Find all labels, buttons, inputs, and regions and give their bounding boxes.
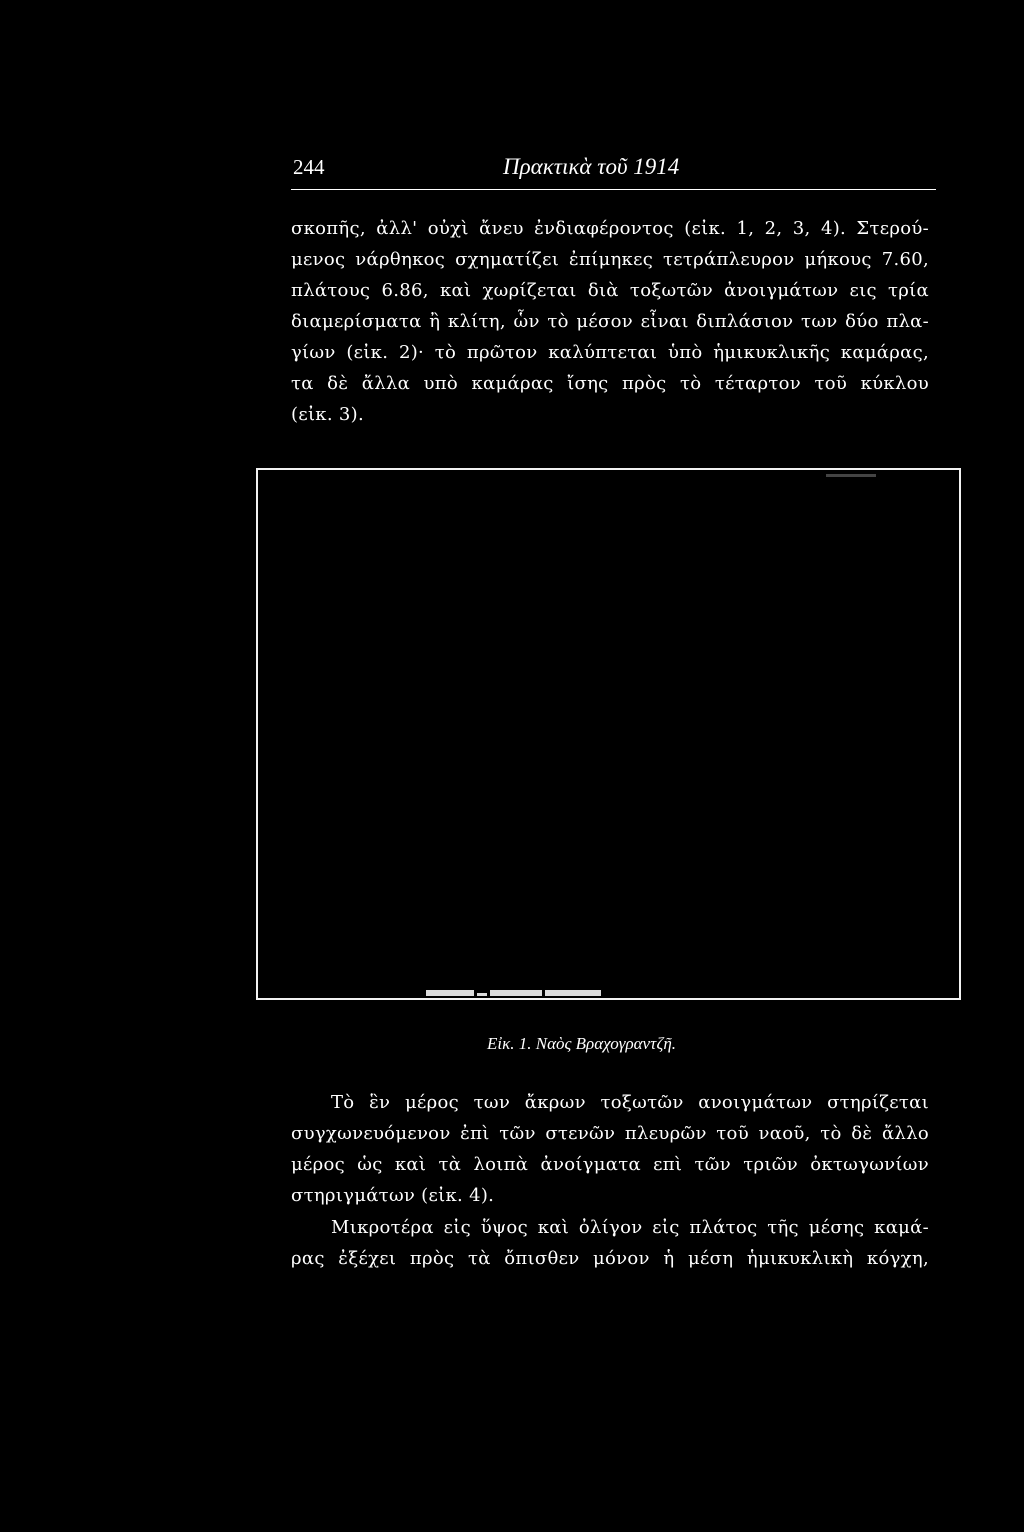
text-line: Μικροτέρα εἰς ὕψος καὶ ὀλίγον εἰς πλάτος τῆς μέσης καμά- [331, 1217, 929, 1238]
page-number: 244 [293, 155, 325, 179]
scale-bar-segment [477, 993, 487, 996]
text-line: μέρος ὡς καὶ τὰ λοιπὰ ἀνοίγματα επὶ τῶν τριῶν ὀκτωγωνίων [291, 1154, 929, 1175]
text-line: σκοπῆς, ἀλλ' οὐχὶ ἄνευ ἐνδιαφέροντος (εἰκ. 1, 2, 3, 4). Στερού- [291, 218, 929, 239]
text-line: πλάτους 6.86, καὶ χωρίζεται διὰ τοξωτῶν ἀνοιγμάτων εις τρία [291, 280, 929, 301]
text-line: στηριγμάτων (εἰκ. 4). [291, 1185, 495, 1206]
text-line: (εἰκ. 3). [291, 404, 364, 425]
running-title: Πρακτικὰ τοῦ 1914 [503, 154, 680, 179]
figure-scale-bar [426, 988, 607, 996]
figure-artifact [826, 474, 876, 477]
paragraph-2 [291, 1087, 929, 1211]
header-rule [291, 189, 936, 190]
figure-caption: Εἰκ. 1. Ναὸς Βραχογραντζῆ. [487, 1034, 677, 1053]
paragraph-1 [291, 213, 929, 430]
scale-bar-segment [426, 990, 474, 996]
text-line: ρας ἐξέχει πρὸς τὰ ὄπισθεν μόνον ἡ μέση ἡμικυκλικὴ κόγχη, [291, 1248, 929, 1269]
text-line: μενος νάρθηκος σχηματίζει ἐπίμηκες τετράπλευρον μήκους 7.60, [291, 249, 929, 270]
scale-bar-segment [490, 990, 542, 996]
text-line: συγχωνευόμενον ἐπὶ τῶν στενῶν πλευρῶν τοῦ ναοῦ, τὸ δὲ ἄλλο [291, 1123, 929, 1144]
paragraph-3 [291, 1212, 929, 1274]
figure-image-frame [256, 468, 961, 1000]
scale-bar-segment [545, 990, 601, 996]
page-header [291, 150, 936, 190]
text-line: γίων (εἰκ. 2)· τὸ πρῶτον καλύπτεται ὑπὸ ἡμικυκλικῆς καμάρας, [291, 342, 929, 363]
text-line: Τὸ ἓν μέρος των ἄκρων τοξωτῶν ανοιγμάτων στηρίζεται [331, 1092, 929, 1113]
text-line: τα δὲ ἄλλα υπὸ καμάρας ἴσης πρὸς τὸ τέταρτον τοῦ κύκλου [291, 373, 929, 394]
text-line: διαμερίσματα ἢ κλίτη, ὧν τὸ μέσον εἶναι διπλάσιον των δύο πλα- [291, 311, 929, 332]
